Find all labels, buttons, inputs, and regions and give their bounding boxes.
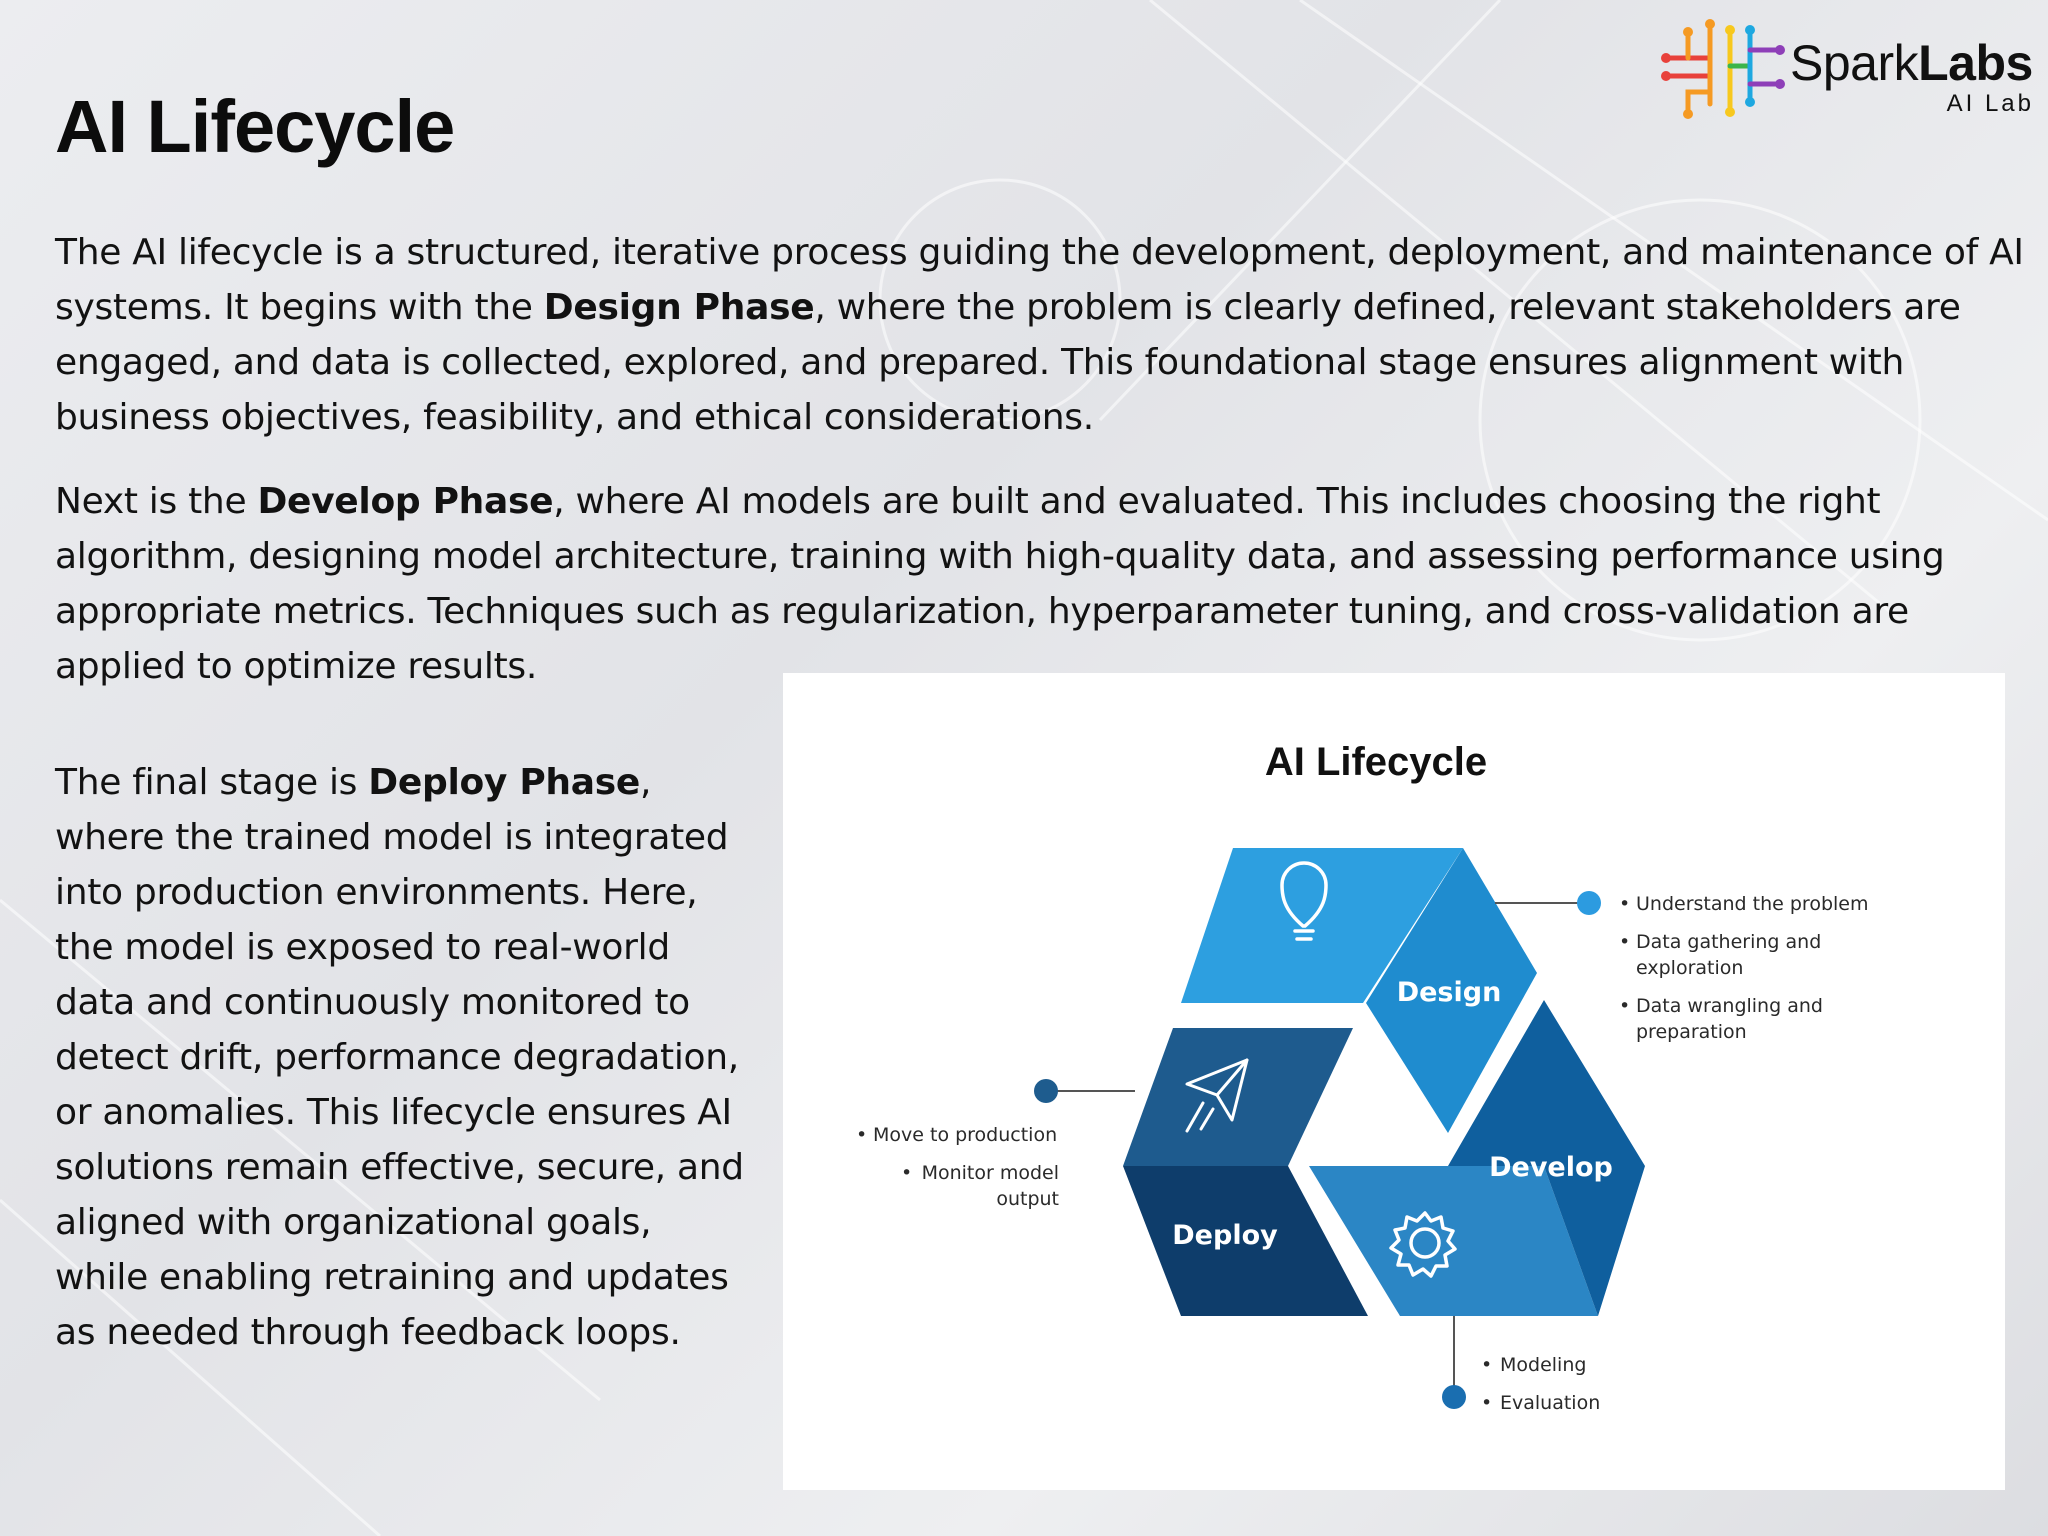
- bullet-item: Move to production: [873, 1124, 1058, 1146]
- deploy-bullets: [856, 1124, 1059, 1210]
- bullet-item: exploration: [1636, 957, 1744, 979]
- paragraph-text: , where the problem is clearly defined, relevant stakeholders are engaged, and data is collected, explored, and prepared. This foundational stage ensures alignment with business objectives, feasibility, and ethical considerations.: [55, 287, 1961, 438]
- paragraph-design: [55, 225, 2045, 445]
- logo-brand-light: Spark: [1790, 35, 1919, 91]
- bullet-marker: •: [901, 1162, 913, 1184]
- phase-name: Develop Phase: [257, 481, 554, 522]
- bullet-marker: •: [856, 1124, 868, 1146]
- design-label: Design: [1396, 977, 1502, 1008]
- paragraph-deploy: [55, 755, 745, 1360]
- bullet-item: Data wrangling and: [1636, 995, 1823, 1017]
- bullet-item: Understand the problem: [1636, 893, 1869, 915]
- phase-name: Deploy Phase: [368, 762, 640, 803]
- paragraph-text: The AI lifecycle is a structured, iterative process guiding the development, deployment, and maintenance of AI systems. It begins with the: [55, 232, 2024, 328]
- bullet-item: Modeling: [1500, 1354, 1587, 1376]
- bullet-marker: •: [1481, 1354, 1493, 1376]
- bullet-item: output: [996, 1188, 1059, 1210]
- bullet-item: preparation: [1636, 1021, 1747, 1043]
- phase-name: Design Phase: [543, 287, 815, 328]
- paragraph-text: , where AI models are built and evaluated. This includes choosing the right algorithm, designing model architecture, training with high-quality data, and assessing performance using appropriate metrics. Techniques such as regularization, hyperparameter tuning, and cross-validation are applied to optimize results.: [55, 481, 1945, 687]
- logo: [1658, 14, 2048, 126]
- paragraph-develop: [55, 474, 2045, 694]
- bullet-item: Data gathering and: [1636, 931, 1822, 953]
- paragraph-text: Next is the: [55, 481, 258, 522]
- design-connector-dot: [1577, 891, 1601, 915]
- develop-bullets: [1481, 1354, 1600, 1414]
- bullet-item: Monitor model: [921, 1162, 1059, 1184]
- logo-brand-bold: Labs: [1918, 35, 2033, 91]
- logo-subtitle: AI Lab: [1946, 90, 2034, 117]
- deploy-label: Deploy: [1172, 1220, 1278, 1251]
- page-title: AI Lifecycle: [55, 85, 455, 168]
- bullet-marker: •: [1619, 931, 1631, 953]
- develop-label: Develop: [1489, 1152, 1613, 1183]
- paragraph-text: The final stage is: [55, 762, 369, 803]
- lifecycle-diagram-svg: [783, 673, 2005, 1490]
- bullet-marker: •: [1481, 1392, 1493, 1414]
- deploy-connector-dot: [1034, 1079, 1058, 1103]
- logo-brand: [1790, 34, 2033, 92]
- diagram-title: AI Lifecycle: [1264, 740, 1488, 784]
- circuit-icon: [1658, 14, 1788, 126]
- develop-connector-dot: [1442, 1385, 1466, 1409]
- bullet-marker: •: [1619, 893, 1631, 915]
- bullet-marker: •: [1619, 995, 1631, 1017]
- paragraph-text: , where the trained model is integrated into production environments. Here, the model is exposed to real-world data and continuously monitored to detect drift, performance degradation, or anomalies. This lifecycle ensures AI solutions remain effective, secure, and aligned with organizational goals, while enabling retraining and updates as needed through feedback loops.: [55, 762, 744, 1353]
- design-bullets: [1619, 893, 1868, 1043]
- lifecycle-diagram: [783, 673, 2005, 1490]
- bullet-item: Evaluation: [1500, 1392, 1601, 1414]
